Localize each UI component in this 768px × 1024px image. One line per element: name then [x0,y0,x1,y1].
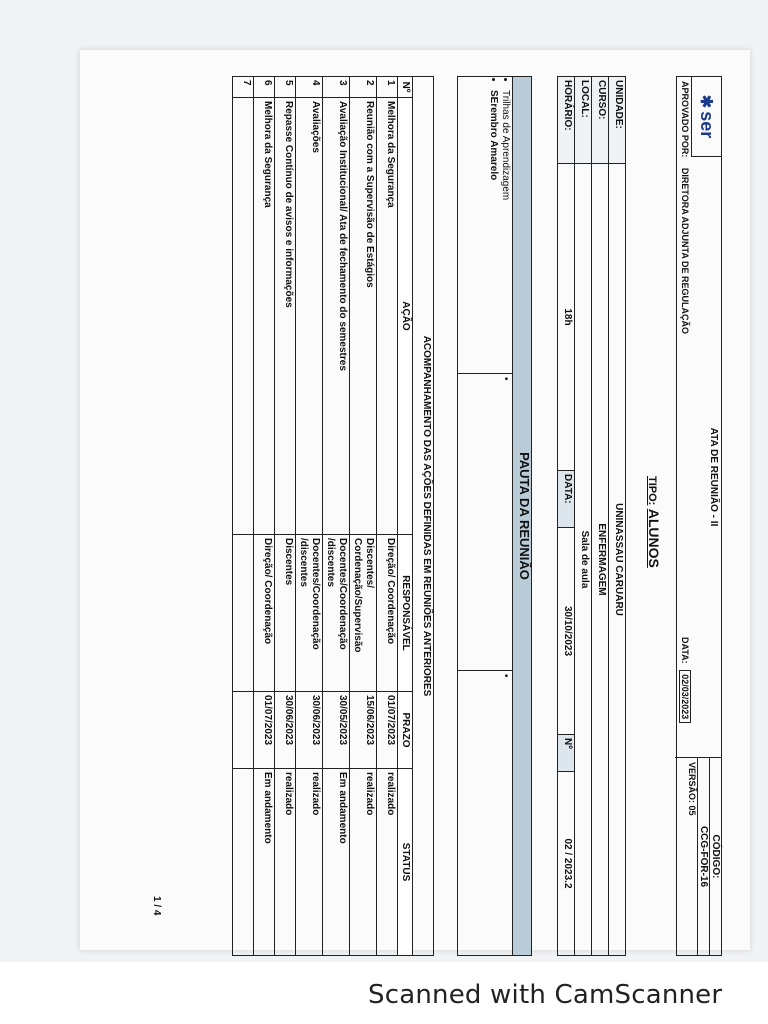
agenda-title: PAUTA DA REUNIÃO [513,77,532,956]
approved-by [680,77,690,677]
agenda-item: • SErembro Amarelo [487,90,499,370]
approved-value: DIRETORA ADJUNTA DE REGULAÇÃO [680,167,690,335]
row-num: 5 [275,77,296,98]
row-prazo: 30/05/2023 [323,692,350,769]
row-num: 3 [323,77,350,98]
col-acao-header: AÇÃO [398,98,413,535]
agenda-list [487,80,511,370]
row-acao: Reunião com a Supervisão de Estágios [350,98,377,535]
row-num: 6 [254,77,275,98]
version-value: 05 [687,805,697,816]
table-row [377,77,398,956]
info-row-curso [592,77,609,956]
row-num: 7 [233,77,254,98]
row-status: realizado [377,769,398,956]
table-row [275,77,296,956]
curso-value: ENFERMAGEM [592,164,609,956]
tipo-line [646,476,662,568]
row-resp: Discentes [275,535,296,692]
row-status: Em andamento [323,769,350,956]
data-label: DATA: [558,471,575,528]
row-acao: Avaliações [296,98,323,535]
agenda-row [458,77,513,956]
document-header [676,76,722,956]
header-date-label: DATA: [680,637,690,664]
document-title: ATA DE REUNIÃO - II [708,427,719,527]
info-row-unidade [609,77,626,956]
code-value: CCG-FOR-16 [697,758,709,955]
numero-value: 02 / 2023.2 [558,772,575,956]
agenda-items-cell-2 [458,374,513,671]
meeting-info-table [557,76,626,956]
row-resp: Docentes/Coordenação /discentes [296,535,323,692]
row-prazo: 01/07/2023 [377,692,398,769]
col-prazo-header: PRAZO [398,692,413,769]
row-status: Em andamento [254,769,275,956]
rotated-document [132,76,722,956]
horario-label: HORÁRIO: [558,77,575,164]
horario-value: 18h [558,164,575,471]
row-acao [233,98,254,535]
bullet-mark: • [500,377,511,381]
brand-name: ser [697,111,717,139]
row-resp: Direção/ Coordenação [377,535,398,692]
row-num: 1 [377,77,398,98]
table-row [233,77,254,956]
col-resp-header: RESPONSÁVEL [398,535,413,692]
info-row-horario [558,77,575,956]
col-num-header: Nº [398,77,413,98]
row-resp: Docentes/Coordenação /discentes [323,535,350,692]
row-status: realizado [275,769,296,956]
row-status [233,769,254,956]
bullet-mark: • [500,674,511,678]
row-num: 4 [296,77,323,98]
agenda-item: • Trilhas de Aprendizagem [499,90,511,370]
star-icon: ✱ [697,94,715,109]
code-box [675,757,721,955]
scanner-watermark: Scanned with CamScanner [368,980,723,1010]
row-resp: Discentes/ Cordenação/Supervisão [350,535,377,692]
version [687,758,697,955]
actions-header [398,77,413,956]
brand-logo [691,77,721,157]
info-row-local [575,77,592,956]
row-acao: Repasse Contínuo de avisos e informações [275,98,296,535]
row-acao: Melhora da Segurança [377,98,398,535]
header-date [680,637,690,723]
row-prazo: 15/06/2023 [350,692,377,769]
actions-table [232,76,434,956]
local-label: LOCAL: [575,77,592,164]
unidade-label: UNIDADE: [609,77,626,164]
agenda-items-cell [458,77,513,374]
agenda-items-cell-3 [458,671,513,956]
table-row [350,77,377,956]
row-acao: Avaliação Institucional/ Ata de fechamento do semestres [323,98,350,535]
page-number: 1 / 4 [151,896,162,916]
code-label: CÓDIGO: [709,758,721,955]
table-row [296,77,323,956]
version-label: VERSÃO: [687,762,697,804]
numero-label: Nº [558,735,575,772]
row-prazo [233,692,254,769]
row-prazo: 30/06/2023 [275,692,296,769]
table-row [323,77,350,956]
approved-label: APROVADO POR: [680,81,690,158]
row-resp [233,535,254,692]
data-value: 30/10/2023 [558,528,575,735]
unidade-value: UNINASSAU CARUARU [609,164,626,956]
row-resp: Direção/ Coordenação [254,535,275,692]
agenda-table [457,76,532,956]
actions-title: ACOMPANHAMENTO DAS AÇÕES DEFINIDAS EM REUNIÕES ANTERIORES [413,77,434,956]
row-num: 2 [350,77,377,98]
row-prazo: 30/06/2023 [296,692,323,769]
row-status: realizado [350,769,377,956]
row-acao: Melhora da Segurança [254,98,275,535]
curso-label: CURSO: [592,77,609,164]
row-status: realizado [296,769,323,956]
table-row [254,77,275,956]
header-date-value: 02/03/2023 [679,670,691,723]
col-status-header: STATUS [398,769,413,956]
tipo-label: TIPO: [646,476,658,506]
row-prazo: 01/07/2023 [254,692,275,769]
local-value: Sala de aula [575,164,592,956]
tipo-value: ALUNOS [646,508,662,568]
